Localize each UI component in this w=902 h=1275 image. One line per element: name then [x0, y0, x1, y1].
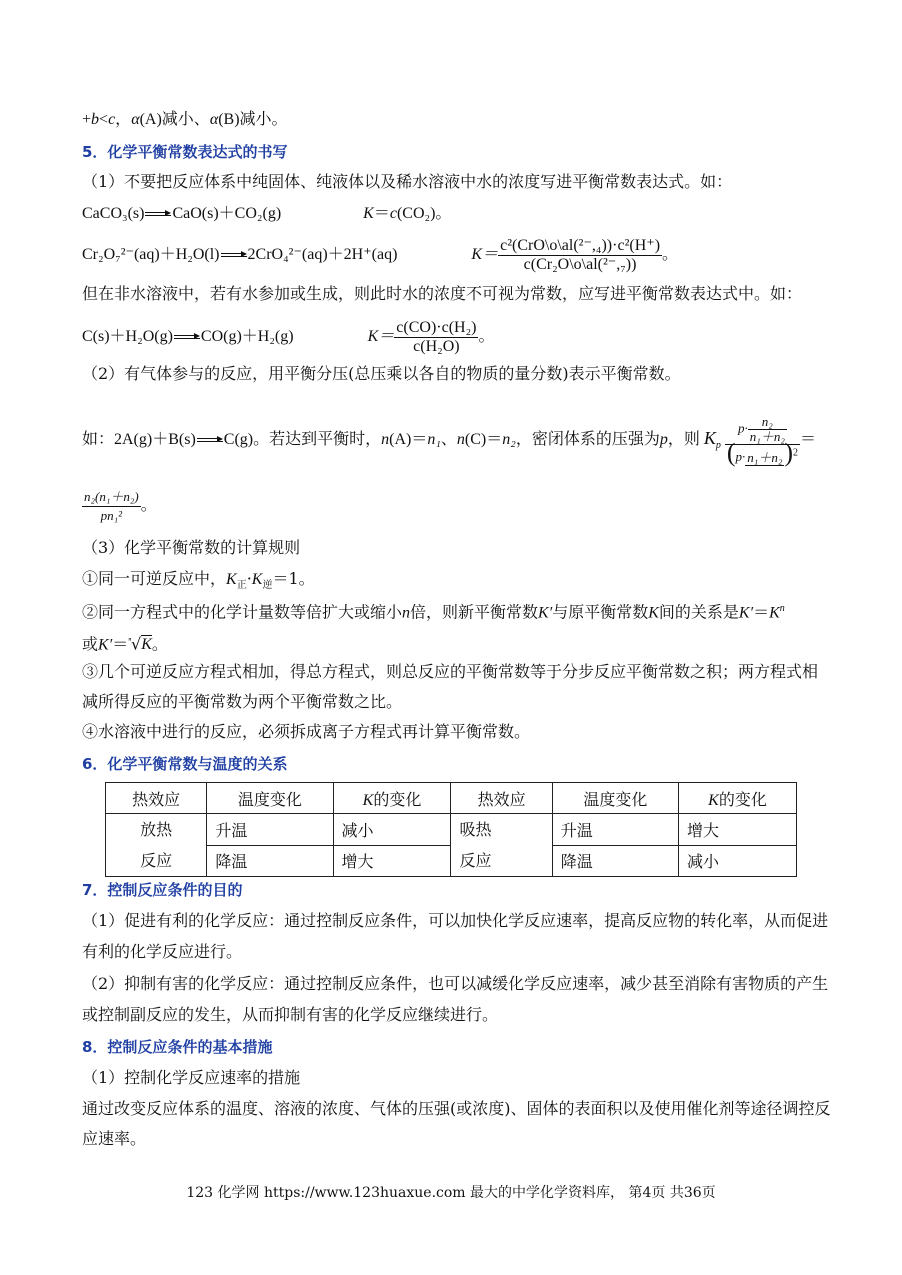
temperature-relation-table	[105, 782, 797, 877]
table-header-row	[106, 783, 797, 814]
equilibrium-constant-fraction: $\frac{\text{c(CO)·c(H₂)}}{\text{c(H₂O)}}$	[396, 318, 477, 355]
section-5-heading: 5．化学平衡常数表达式的书写	[82, 143, 288, 161]
table-cell: 减小	[333, 814, 451, 846]
table-cell-exothermic: 放热 反应	[106, 814, 207, 877]
table-cell: 减小	[679, 845, 797, 877]
table-cell: 降温	[552, 845, 678, 877]
table-row	[106, 814, 797, 846]
rule-3-line-2: 减所得反应的平衡常数为两个平衡常数之比。	[82, 692, 403, 711]
equation-water-gas: C(s)＋H₂O(g) CO(g)＋H₂(g) K＝ $\frac{\text{c(CO)·c(H₂)}}{\text{c(H₂O)}}$ 。	[82, 318, 495, 355]
equilibrium-arrow-icon	[197, 436, 223, 444]
table-cell: 增大	[333, 845, 451, 877]
equilibrium-arrow-icon	[145, 210, 171, 218]
kp-fraction: p· $\frac{\text{n₂}}{\text{n₁＋n₂}}$ (p· n₁＋n₂ )$^2$	[726, 414, 799, 468]
page-footer: 123 化学网 https://www.123huaxue.com 最大的中学化学资料库， 第4页 共36页	[186, 1185, 716, 1201]
paragraph-7-1-line-2: 有利的化学反应进行。	[82, 942, 243, 961]
table-header: 热效应	[451, 783, 552, 814]
table-header: K的变化	[333, 783, 451, 814]
paragraph-7-2-line-2: 或控制副反应的发生，从而抑制有害的化学反应继续进行。	[82, 1005, 499, 1024]
rule-2: ②同一方程式中的化学计量数等倍扩大或缩小n倍，则新平衡常数K′与原平衡常数K间的关系是$K'=K^n$	[82, 602, 785, 622]
table-cell: 增大	[679, 814, 797, 846]
paragraph-8-2-line-2: 应速率。	[82, 1129, 147, 1148]
table-cell-endothermic: 吸热 反应	[451, 814, 552, 877]
equation-dichromate: Cr₂O₇²⁻(aq)＋H₂O(l) 2CrO₄²⁻(aq)＋2H⁺(aq) K＝ $\frac{\text{c²(CrO\textbackslash{}o\textbackslash{}al(²⁻,₄))·c²(H⁺)}}{\text{c(Cr₂O\textbackslash{}o\textbackslash{}al(²⁻,₇))}}$ 。	[82, 236, 679, 273]
paragraph-partial-pressure: （2）有气体参与的反应，用平衡分压(总压乘以各自的物质的量分数)表示平衡常数。	[82, 364, 681, 383]
paragraph-8-2-line-1: 通过改变反应体系的温度、溶液的浓度、气体的压强(或浓度)、固体的表面积以及使用催化剂等途径调控反	[82, 1099, 831, 1118]
table-header: 温度变化	[207, 783, 333, 814]
paragraph-nonaqueous: 但在非水溶液中，若有水参加或生成，则此时水的浓度不可视为常数，应写进平衡常数表达式中。如：	[82, 284, 803, 303]
paragraph-8-1: （1）控制化学反应速率的措施	[82, 1068, 301, 1087]
table-cell: 升温	[207, 814, 333, 846]
equation-kp-result: $\frac{\text{n₂(n₁＋n₂)}}{\text{pn₁²}}$ 。	[84, 488, 157, 523]
rule-2-alt: 或K′＝$^{^n}$√K。	[82, 634, 168, 654]
equation-kp-example: 如：2A(g)＋B(s) C(g)。若达到平衡时，n(A)＝n₁、n(C)＝n₂，密闭体系的压强为p，则 $K_p$ p· $\frac{\text{n₂}}{\text{n₁＋n₂}}$ (p· n₁＋n₂ )$^2$ ＝	[82, 414, 817, 468]
rule-4: ④水溶液中进行的反应，必须拆成离子方程式再计算平衡常数。	[82, 722, 531, 741]
table-header: 热效应	[106, 783, 207, 814]
table-cell: 降温	[207, 845, 333, 877]
rule-3-line-1: ③几个可逆反应方程式相加，得总方程式，则总反应的平衡常数等于分步反应平衡常数之积；两方程式相	[82, 662, 819, 681]
equilibrium-constant-fraction: $\frac{\text{c²(CrO\textbackslash{}o\textbackslash{}al(²⁻,₄))·c²(H⁺)}}{\text{c(Cr₂O\textbackslash{}o\textbackslash{}al(²⁻,₇))}}$	[500, 236, 661, 273]
paragraph-calc-rules: （3）化学平衡常数的计算规则	[82, 538, 301, 557]
paragraph-7-2-line-1: （2）抑制有害的化学反应：通过控制反应条件，也可以减缓化学反应速率，减少甚至消除有害物质的产生	[82, 974, 829, 993]
section-7-heading: 7．控制反应条件的目的	[82, 881, 243, 899]
line-continuation: +b<c，α(A)减小、α(B)减小。	[82, 111, 288, 128]
table-header: K的变化	[679, 783, 797, 814]
equation-caco3: CaCO₃(s) CaO(s)＋CO₂(g) K＝c(CO₂)。	[82, 205, 452, 222]
section-8-heading: 8．控制反应条件的基本措施	[82, 1038, 273, 1056]
table-header: 温度变化	[552, 783, 678, 814]
paragraph-7-1-line-1: （1）促进有利的化学反应：通过控制反应条件，可以加快化学反应速率，提高反应物的转化率，从而促进	[82, 911, 829, 930]
paragraph-5-1: （1）不要把反应体系中纯固体、纯液体以及稀水溶液中水的浓度写进平衡常数表达式。如：	[82, 172, 733, 191]
rule-1: ①同一可逆反应中，$K_正\cdot K_逆=1$。	[82, 569, 315, 592]
equilibrium-arrow-icon	[221, 251, 247, 259]
table-cell: 升温	[552, 814, 678, 846]
section-6-heading: 6．化学平衡常数与温度的关系	[82, 755, 288, 773]
equilibrium-arrow-icon	[174, 333, 200, 341]
